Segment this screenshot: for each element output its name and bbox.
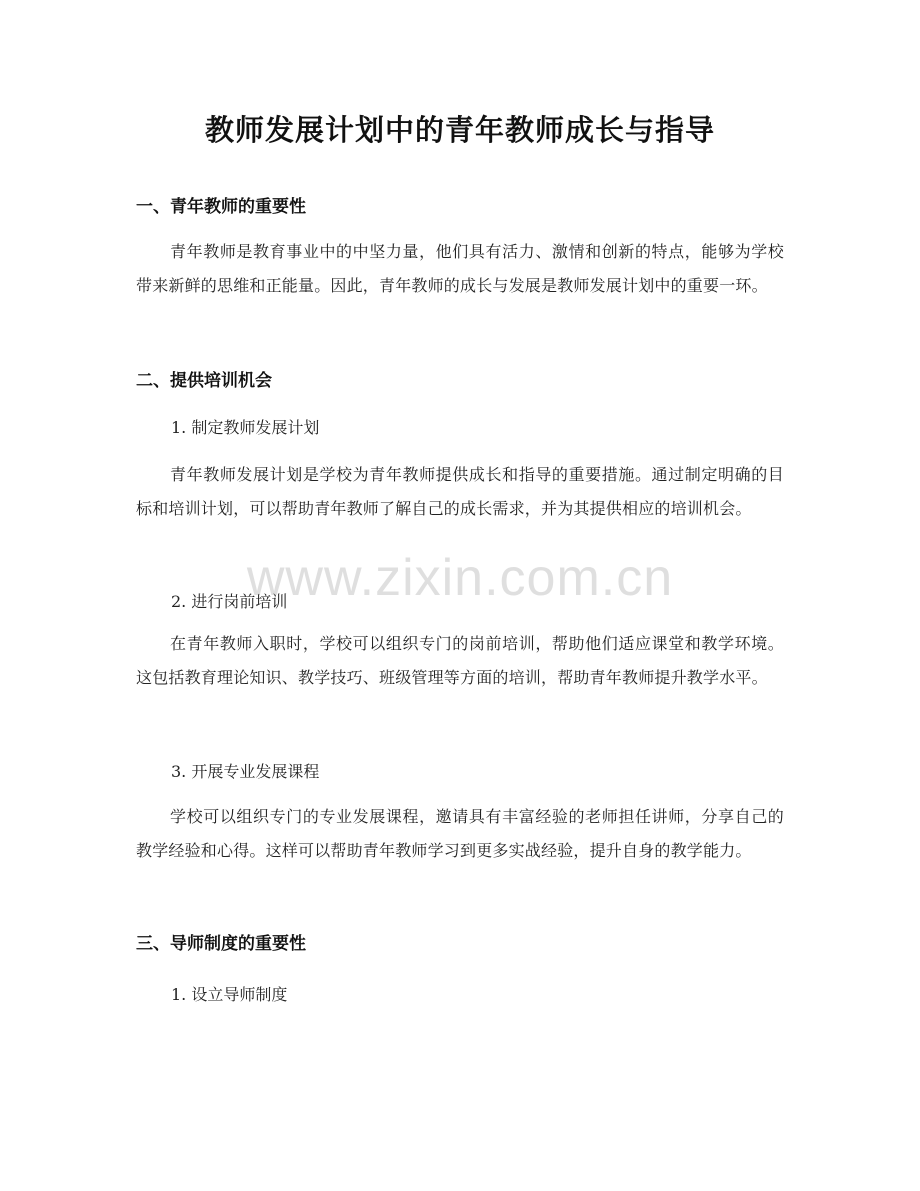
document-title: 教师发展计划中的青年教师成长与指导 <box>204 113 715 147</box>
paragraph-2-1: 青年教师发展计划是学校为青年教师提供成长和指导的重要措施。通过制定明确的目标和培训计划，可以帮助青年教师了解自己的成长需求，并为其提供相应的培训机会。 <box>136 465 784 518</box>
section-1-paragraph: 青年教师是教育事业中的中坚力量，他们具有活力、激情和创新的特点，能够为学校带来新鲜的思维和正能量。因此，青年教师的成长与发展是教师发展计划中的重要一环。 <box>136 242 784 295</box>
subheading-2-3: 3. 开展专业发展课程 <box>171 762 320 781</box>
subheading-3-1: 1. 设立导师制度 <box>171 985 288 1004</box>
paragraph-2-3: 学校可以组织专门的专业发展课程，邀请具有丰富经验的老师担任讲师，分享自己的教学经验和心得。这样可以帮助青年教师学习到更多实战经验，提升自身的教学能力。 <box>136 807 784 860</box>
subheading-2-2: 2. 进行岗前培训 <box>171 592 288 611</box>
watermark: www.zixin.com.cn <box>246 549 674 607</box>
section-heading-2: 二、提供培训机会 <box>136 371 272 391</box>
section-heading-1: 一、青年教师的重要性 <box>136 197 306 217</box>
paragraph-2-2: 在青年教师入职时，学校可以组织专门的岗前培训，帮助他们适应课堂和教学环境。这包括教育理论知识、教学技巧、班级管理等方面的培训，帮助青年教师提升教学水平。 <box>136 634 784 687</box>
subheading-2-1: 1. 制定教师发展计划 <box>171 418 320 437</box>
section-heading-3: 三、导师制度的重要性 <box>136 934 306 954</box>
